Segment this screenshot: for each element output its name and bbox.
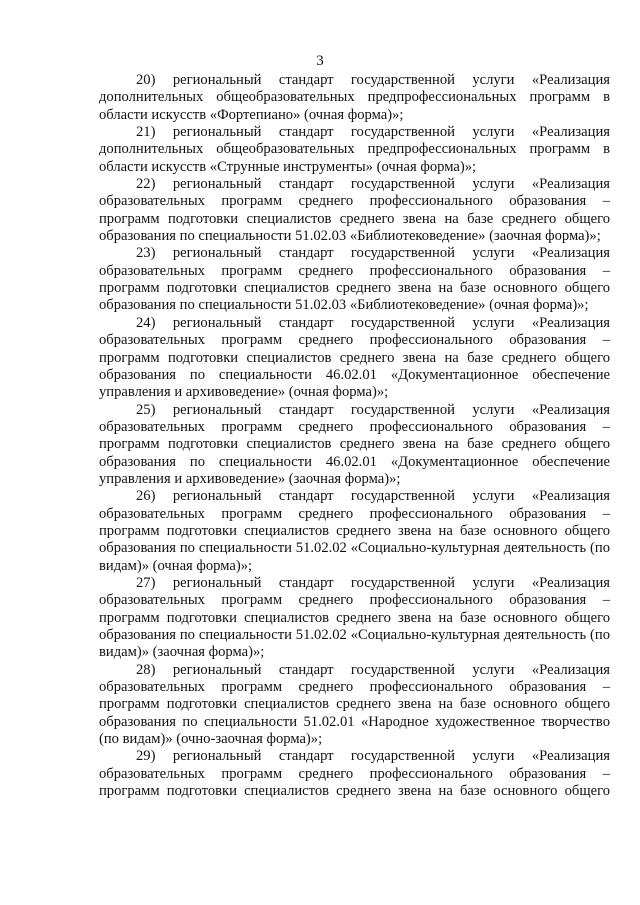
list-item-23: 23) региональный стандарт государственной услуги «Реализация образовательных программ среднего профессионального образования – программ подготовки специалистов среднего звена на базе основного общего образования по специальности 51.02.03 «Библиотековедение» (очная форма)»;: [99, 245, 610, 314]
list-item-24: 24) региональный стандарт государственной услуги «Реализация образовательных программ среднего профессионального образования – программ подготовки специалистов среднего звена на базе среднего общего образования по специальности 46.02.01 «Документационное обеспечение управления и архивоведение» (очная форма)»;: [99, 314, 610, 401]
list-item-29: 29) региональный стандарт государственной услуги «Реализация образовательных программ среднего профессионального образования – программ подготовки специалистов среднего звена на базе основного общего: [99, 748, 610, 800]
list-item-28: 28) региональный стандарт государственной услуги «Реализация образовательных программ среднего профессионального образования – программ подготовки специалистов среднего звена на базе основного общего образования по специальности 51.02.01 «Народное художественное творчество (по видам)» (очно-заочная форма)»;: [99, 661, 610, 748]
list-item-22: 22) региональный стандарт государственной услуги «Реализация образовательных программ среднего профессионального образования – программ подготовки специалистов среднего звена на базе среднего общего образования по специальности 51.02.03 «Библиотековедение» (заочная форма)»;: [99, 176, 610, 245]
list-item-20: 20) региональный стандарт государственной услуги «Реализация дополнительных общеобразовательных предпрофессиональных программ в области искусств «Фортепиано» (очная форма)»;: [99, 72, 610, 123]
document-body: [99, 72, 610, 800]
list-item-21: 21) региональный стандарт государственной услуги «Реализация дополнительных общеобразовательных предпрофессиональных программ в области искусств «Струнные инструменты» (очная форма)»;: [99, 124, 610, 175]
list-item-27: 27) региональный стандарт государственной услуги «Реализация образовательных программ среднего профессионального образования – программ подготовки специалистов среднего звена на базе основного общего образования по специальности 51.02.02 «Социально-культурная деятельность (по видам)» (заочная форма)»;: [99, 574, 610, 661]
page-number: 3: [316, 53, 324, 69]
list-item-25: 25) региональный стандарт государственной услуги «Реализация образовательных программ среднего профессионального образования – программ подготовки специалистов среднего звена на базе среднего общего образования по специальности 46.02.01 «Документационное обеспечение управления и архивоведение» (заочная форма)»;: [99, 401, 610, 487]
list-item-26: 26) региональный стандарт государственной услуги «Реализация образовательных программ среднего профессионального образования – программ подготовки специалистов среднего звена на базе основного общего образования по специальности 51.02.02 «Социально-культурная деятельность (по видам)» (очная форма)»;: [99, 488, 610, 574]
